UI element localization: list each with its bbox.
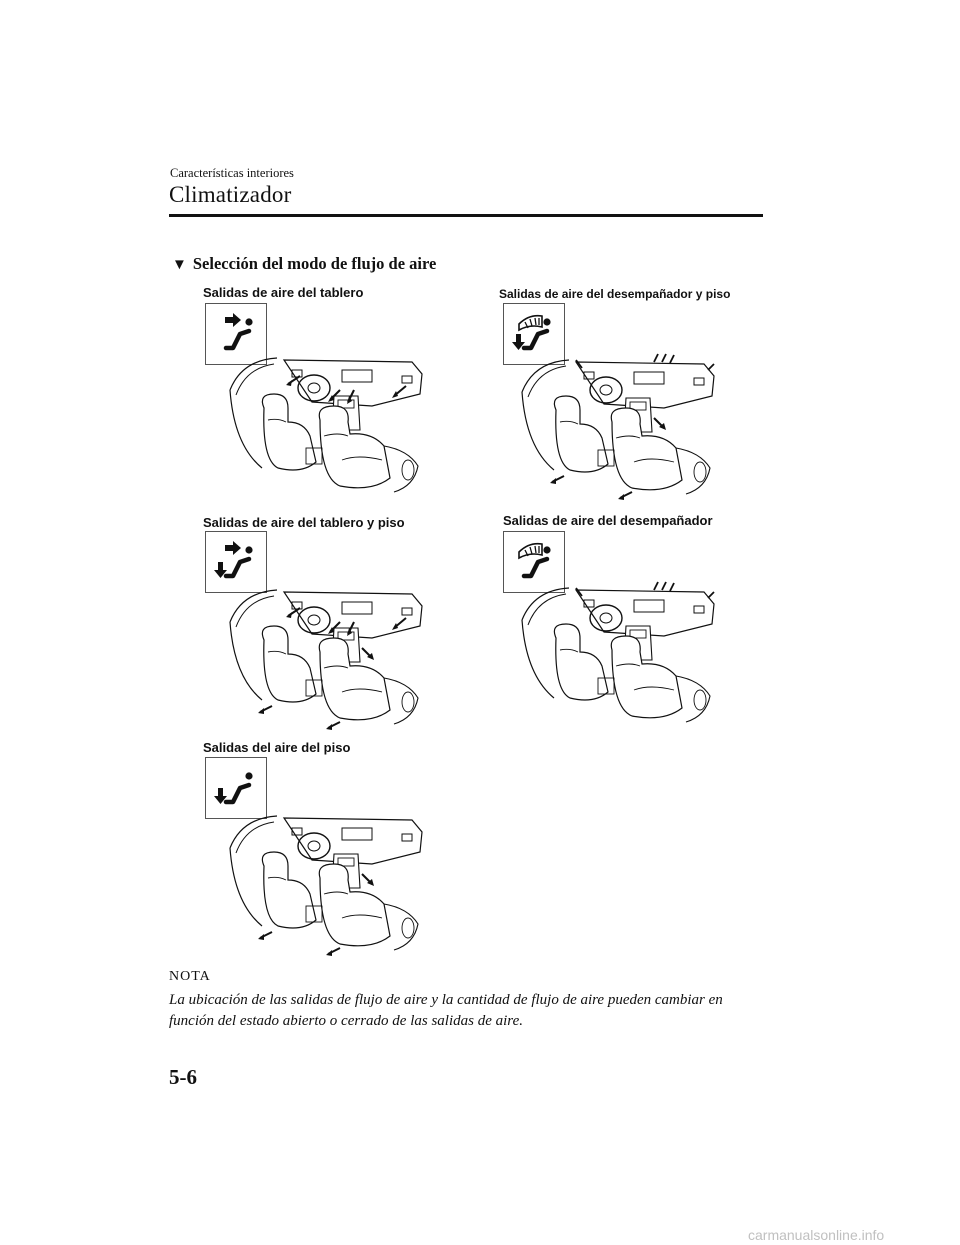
mode-label-defrost: Salidas de aire del desempañador [503, 513, 713, 528]
mode-label-defrost-floor: Salidas de aire del desempañador y piso [499, 287, 731, 301]
car-illustration-defrost-floor [514, 352, 722, 500]
mode-label-floor: Salidas del aire del piso [203, 740, 351, 755]
mode-label-face-floor: Salidas de aire del tablero y piso [203, 515, 405, 530]
section-heading [172, 254, 436, 274]
page-number: 5-6 [169, 1065, 197, 1089]
chapter-heading: Características interiores [170, 166, 294, 180]
note-heading: NOTA [169, 969, 211, 984]
page-title: Climatizador [169, 182, 292, 207]
watermark[interactable]: carmanualsonline.info [748, 1227, 885, 1243]
section-title: Selección del modo de flujo de aire [192, 254, 437, 273]
car-illustration-face [222, 350, 430, 498]
car-illustration-face-floor [222, 582, 430, 730]
title-rule [169, 214, 763, 217]
triangle-marker-icon: ▼ [172, 257, 187, 273]
car-illustration-floor [222, 808, 430, 956]
mode-label-face: Salidas de aire del tablero [203, 285, 364, 300]
car-illustration-defrost [514, 580, 722, 728]
note-text: La ubicación de las salidas de flujo de aire y la cantidad de flujo de aire pueden cambiar en función del estado abierto o cerrado de las salidas de aire. [169, 992, 723, 1029]
